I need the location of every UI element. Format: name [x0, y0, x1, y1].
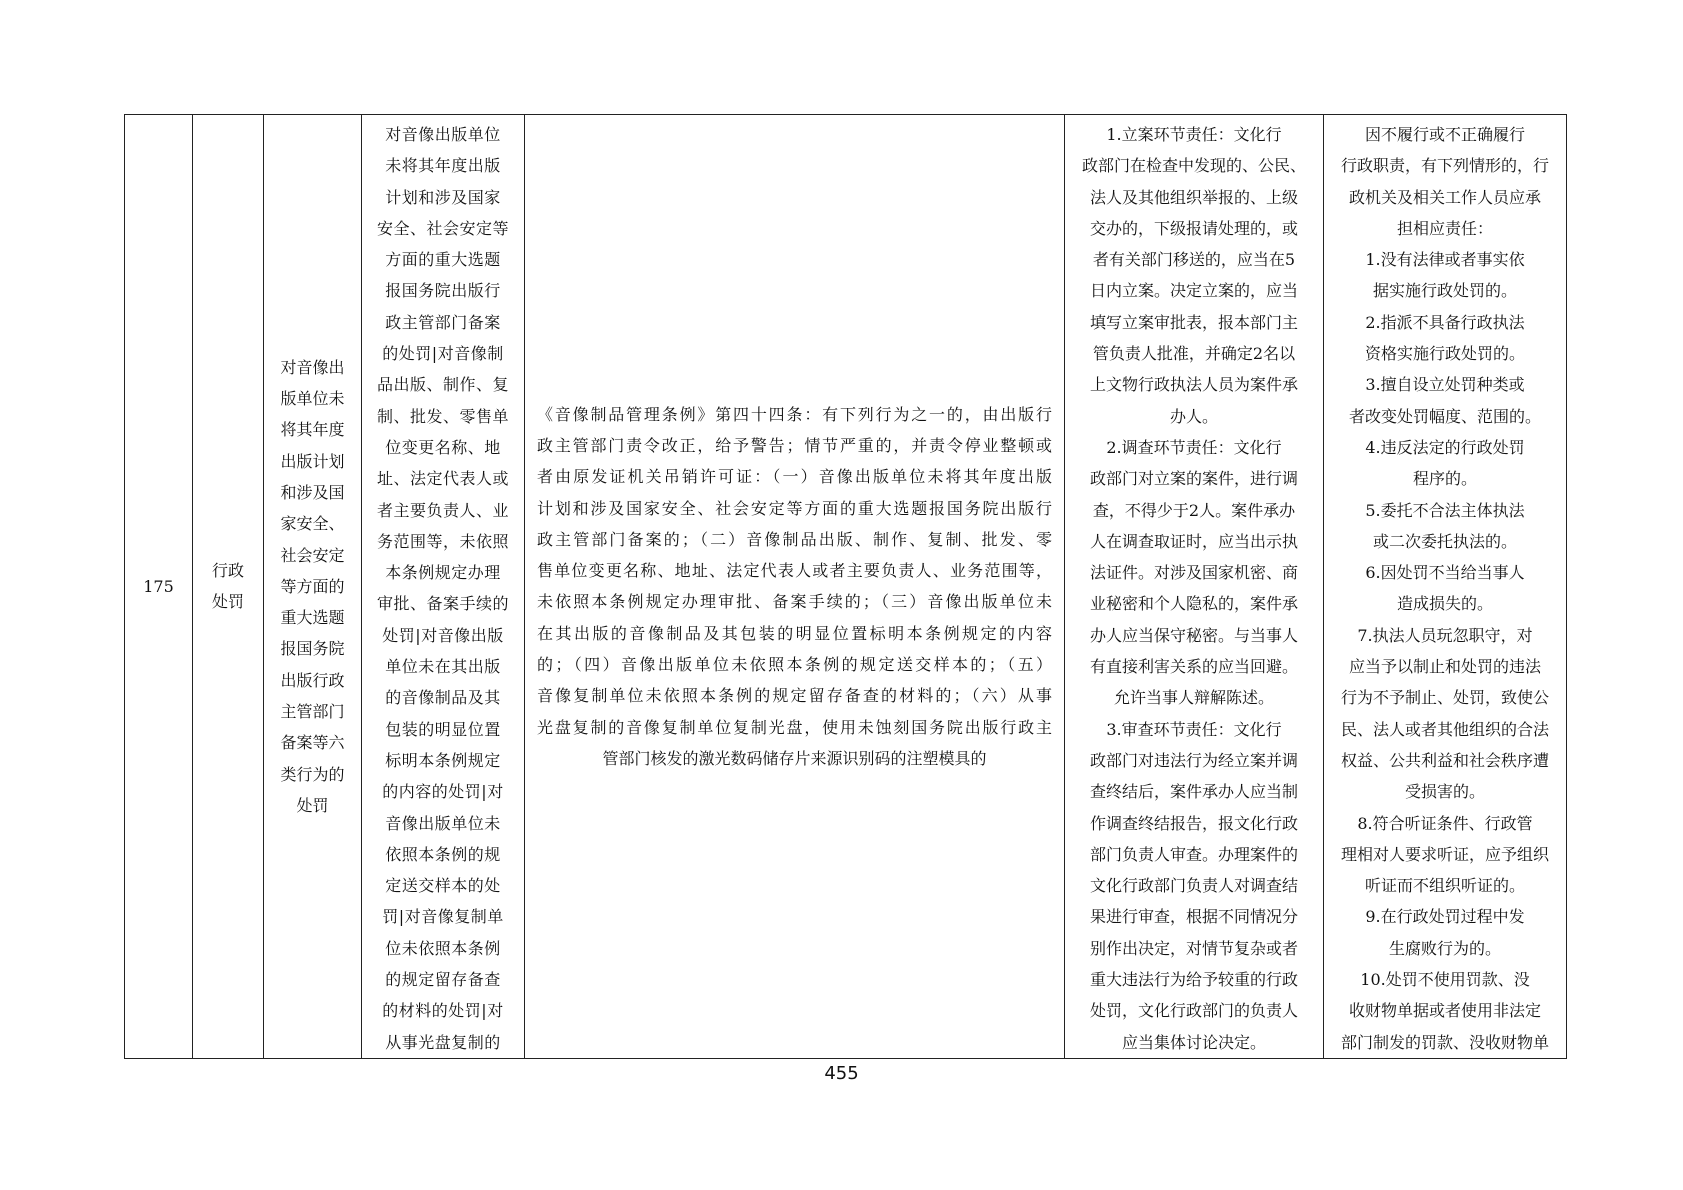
responsibility-line: 别作出决定，对情节复杂或者 [1089, 938, 1298, 958]
legal-basis-line: 政主管部门责令改正，给予警告；情节严重的，并责令停业整顿或 [537, 435, 1052, 455]
liability-line: 应当予以制止和处罚的违法 [1348, 657, 1541, 677]
responsibility-line: 交办的，下级报请处理的，或 [1089, 218, 1298, 238]
liability-line: 行政职责，有下列情形的，行 [1340, 156, 1549, 176]
sub-item-line: 的内容的处罚|对 [382, 782, 504, 802]
responsibility-line: 上文物行政执法人员为案件承 [1089, 375, 1298, 395]
item-name-line: 重大选题 [280, 608, 345, 628]
responsibility-line: 处罚，文化行政部门的负责人 [1089, 1001, 1298, 1021]
sub-item-line: 审批、备案手续的 [376, 594, 509, 614]
item-name-line: 家安全、 [280, 514, 345, 534]
sub-item-line: 音像出版单位未 [385, 813, 501, 833]
item-name-line: 社会安定 [280, 545, 345, 565]
responsibility-line: 者有关部门移送的，应当在5 [1092, 250, 1296, 270]
sub-item-line: 务范围等，未依照 [376, 531, 509, 551]
liability-line: 生腐败行为的。 [1388, 938, 1501, 958]
liability-line: 2.指派不具备行政执法 [1365, 312, 1525, 332]
responsibility-line: 法人及其他组织举报的、上级 [1089, 187, 1298, 207]
legal-basis-line: 《音像制品管理条例》第四十四条：有下列行为之一的，由出版行 [537, 404, 1052, 424]
responsibility-line: 作调查终结报告，报文化行政 [1089, 813, 1298, 833]
responsibility-line: 重大违法行为给予较重的行政 [1089, 970, 1298, 990]
legal-basis-line: 光盘复制的音像复制单位复制光盘，使用未蚀刻国务院出版行政主 [537, 717, 1052, 737]
responsibility-line: 政部门对立案的案件，进行调 [1089, 469, 1298, 489]
responsibility-line: 填写立案审批表，报本部门主 [1089, 312, 1298, 332]
legal-basis-line: 在其出版的音像制品及其包装的明显位置标明本条例规定的内容 [537, 623, 1052, 643]
responsibility-line: 法证件。对涉及国家机密、商 [1089, 563, 1298, 583]
sub-item-line: 位变更名称、地 [385, 437, 501, 457]
power-type-line: 处罚 [211, 592, 244, 612]
sub-item-line: 制、批发、零售单 [376, 406, 509, 426]
sub-item-line: 定送交样本的处 [385, 876, 501, 896]
liability-line: 政机关及相关工作人员应承 [1348, 187, 1541, 207]
responsibility-line: 政部门在检查中发现的、公民、 [1081, 156, 1306, 176]
item-name-line: 备案等六 [280, 733, 345, 753]
liability-line: 听证而不组织听证的。 [1364, 876, 1525, 896]
sub-item-line: 罚|对音像复制单 [382, 907, 504, 927]
item-name-line: 将其年度 [280, 420, 345, 440]
liability-line: 4.违反法定的行政处罚 [1365, 437, 1525, 457]
liability-line: 5.委托不合法主体执法 [1365, 500, 1525, 520]
legal-basis-line: 者由原发证机关吊销许可证：（一）音像出版单位未将其年度出版 [537, 467, 1052, 487]
liability-line: 行为不予制止、处罚，致使公 [1340, 688, 1549, 708]
sub-item-line: 政主管部门备案 [385, 312, 501, 332]
responsibility-line: 管负责人批准，并确定2名以 [1092, 344, 1296, 364]
item-name-line: 出版计划 [280, 451, 345, 471]
sub-item-line: 位未依照本条例 [385, 938, 501, 958]
responsibility-line: 日内立案。决定立案的，应当 [1089, 281, 1298, 301]
table-row [125, 115, 1567, 1059]
sub-item-line: 者主要负责人、业 [376, 500, 509, 520]
sub-item-line: 单位未在其出版 [385, 657, 501, 677]
sub-item-line: 包装的明显位置 [385, 719, 501, 739]
item-name-cell [264, 115, 362, 1059]
legal-basis-cell [525, 115, 1065, 1059]
liability-line: 权益、公共利益和社会秩序遭 [1340, 750, 1549, 770]
item-name-line: 类行为的 [280, 764, 345, 784]
legal-basis-line: 计划和涉及国家安全、社会安定等方面的重大选题报国务院出版行 [537, 498, 1052, 518]
responsibility-line: 政部门对违法行为经立案并调 [1089, 750, 1298, 770]
responsibility-line: 有直接利害关系的应当回避。 [1089, 657, 1298, 677]
sub-item-line: 的材料的处罚|对 [382, 1001, 504, 1021]
item-name-line: 出版行政 [280, 670, 345, 690]
item-name-line: 版单位未 [280, 389, 345, 409]
sub-item-line: 的处罚|对音像制 [382, 344, 504, 364]
legal-basis-line: 未依照本条例规定办理审批、备案手续的；（三）音像出版单位未 [537, 592, 1052, 612]
liability-line: 者改变处罚幅度、范围的。 [1348, 406, 1541, 426]
responsibility-line: 部门负责人审查。办理案件的 [1089, 844, 1298, 864]
responsibility-line: 3.审查环节责任：文化行 [1106, 719, 1282, 739]
sub-item-line: 报国务院出版行 [385, 281, 501, 301]
liability-line: 受损害的。 [1404, 782, 1485, 802]
row-number: 175 [143, 576, 174, 596]
power-type-cell [193, 115, 264, 1059]
liability-line: 担相应责任： [1396, 218, 1493, 238]
liability-cell [1324, 115, 1567, 1059]
liability-line: 8.符合听证条件、行政管 [1357, 813, 1533, 833]
sub-item-line: 址、法定代表人或 [376, 469, 509, 489]
sub-item-line: 计划和涉及国家 [385, 187, 501, 207]
liability-line: 部门制发的罚款、没收财物单 [1340, 1032, 1549, 1052]
power-list-table [124, 114, 1567, 1059]
liability-line: 程序的。 [1412, 469, 1477, 489]
legal-basis-line: 售单位变更名称、地址、法定代表人或者主要负责人、业务范围等， [537, 561, 1052, 581]
liability-line: 9.在行政处罚过程中发 [1365, 907, 1525, 927]
sub-item-line: 对音像出版单位 [385, 125, 501, 144]
legal-basis-line: 政主管部门备案的；（二）音像制品出版、制作、复制、批发、零 [537, 529, 1052, 549]
sub-item-line: 标明本条例规定 [385, 750, 501, 770]
liability-line: 理相对人要求听证，应予组织 [1340, 844, 1549, 864]
sub-item-line: 处罚|对音像出版 [382, 625, 504, 645]
sub-item-line: 安全、社会安定等 [376, 218, 509, 238]
sub-item-line: 的音像制品及其 [385, 688, 501, 708]
liability-line: 资格实施行政处罚的。 [1364, 344, 1525, 364]
sub-item-cell [362, 115, 525, 1059]
liability-line: 1.没有法律或者事实依 [1365, 250, 1525, 270]
item-name-line: 报国务院 [280, 639, 345, 659]
legal-basis-line: 管部门核发的激光数码储存片来源识别码的注塑模具的 [602, 748, 987, 768]
responsibility-line: 2.调查环节责任：文化行 [1106, 437, 1282, 457]
page-number: 455 [824, 1063, 859, 1084]
item-name-line: 等方面的 [280, 576, 345, 596]
liability-line: 7.执法人员玩忽职守，对 [1357, 625, 1533, 645]
liability-line: 10.处罚不使用罚款、没 [1360, 970, 1530, 990]
legal-basis-line: 的；（四）音像出版单位未依照本条例的规定送交样本的；（五） [537, 655, 1052, 675]
responsibility-cell [1065, 115, 1324, 1059]
responsibility-line: 1.立案环节责任：文化行 [1106, 125, 1282, 144]
sub-item-line: 品出版、制作、复 [376, 375, 509, 395]
liability-line: 民、法人或者其他组织的合法 [1340, 719, 1549, 739]
responsibility-line: 查，不得少于2人。案件承办 [1092, 500, 1296, 520]
sub-item-line: 依照本条例的规 [385, 844, 501, 864]
responsibility-line: 文化行政部门负责人对调查结 [1089, 876, 1298, 896]
liability-line: 6.因处罚不当给当事人 [1365, 563, 1525, 583]
responsibility-line: 办人。 [1169, 406, 1218, 426]
liability-line: 收财物单据或者使用非法定 [1348, 1001, 1541, 1021]
sub-item-line: 方面的重大选题 [385, 250, 501, 270]
item-name-line: 主管部门 [280, 701, 345, 721]
responsibility-line: 果进行审查，根据不同情况分 [1089, 907, 1298, 927]
liability-line: 造成损失的。 [1396, 594, 1493, 614]
liability-line: 3.擅自设立处罚种类或 [1365, 375, 1525, 395]
liability-line: 据实施行政处罚的。 [1372, 281, 1517, 301]
sub-item-line: 本条例规定办理 [385, 563, 501, 583]
sub-item-line: 未将其年度出版 [385, 156, 501, 176]
responsibility-line: 应当集体讨论决定。 [1121, 1032, 1266, 1052]
liability-line: 或二次委托执法的。 [1372, 531, 1517, 551]
power-type-line: 行政 [211, 561, 244, 581]
row-number-cell [125, 115, 193, 1059]
responsibility-line: 查终结后，案件承办人应当制 [1089, 782, 1298, 802]
responsibility-line: 允许当事人辩解陈述。 [1113, 688, 1274, 708]
responsibility-line: 业秘密和个人隐私的，案件承 [1089, 594, 1298, 614]
item-name-line: 和涉及国 [280, 482, 345, 502]
responsibility-line: 人在调查取证时，应当出示执 [1089, 531, 1298, 551]
sub-item-line: 的规定留存备查 [385, 970, 501, 990]
legal-basis-line: 音像复制单位未依照本条例的规定留存备查的材料的；（六）从事 [537, 686, 1052, 706]
responsibility-line: 办人应当保守秘密。与当事人 [1089, 625, 1298, 645]
item-name-line: 对音像出 [280, 357, 345, 377]
item-name-line: 处罚 [296, 795, 329, 815]
sub-item-line: 从事光盘复制的 [385, 1032, 501, 1052]
liability-line: 因不履行或不正确履行 [1364, 125, 1525, 144]
